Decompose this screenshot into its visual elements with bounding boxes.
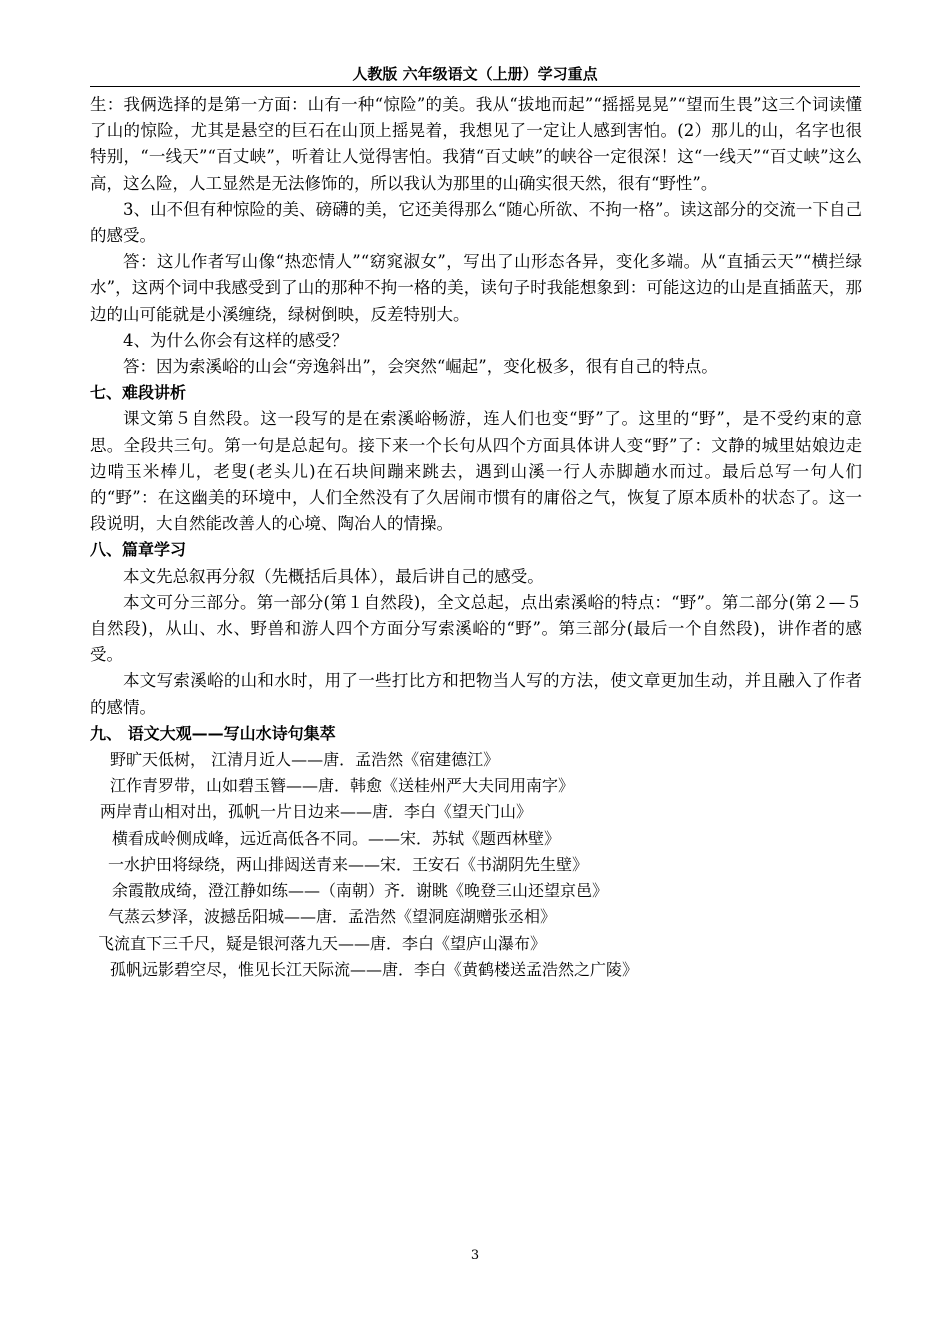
poem-line: 横看成岭侧成峰，远近高低各不同。——宋．苏轼《题西林壁》 (112, 828, 561, 848)
paragraph-difficult-section: 课文第５自然段。这一段写的是在索溪峪畅游，连人们也变“野”了。这里的“野”，是不受约束的意思。全段共三句。第一句是总起句。接下来一个长句从四个方面具体讲人变“野”了：文静的城里姑娘边走边啃玉米棒儿，老叟(老头儿)在石块间蹦来跳去，遇到山溪一行人赤脚趟水而过。最后总写一句人们的“野”：在这幽美的环境中，人们全然没有了久居闹市惯有的庸俗之气，恢复了原本质朴的状态了。这一段说明，大自然能改善人的心境、陶冶人的情操。 (90, 409, 862, 534)
poem-line: 余霞散成绮，澄江静如练——（南朝）齐．谢眺《晚登三山还望京邑》 (112, 881, 609, 901)
poem-line: 江作青罗带，山如碧玉簪——唐．韩愈《送桂州严大夫同用南字》 (110, 776, 575, 796)
poem-line: 孤帆远影碧空尽，惟见长江天际流——唐．李白《黄鹤楼送孟浩然之广陵》 (110, 959, 639, 979)
poem-line: 一水护田将绿绕，两山排闼送青来——宋．王安石《书湖阴先生壁》 (108, 854, 589, 874)
section-heading-9: 九、 语文大观——写山水诗句集萃 (90, 723, 336, 743)
poem-line: 两岸青山相对出，孤帆一片日边来——唐．李白《望天门山》 (100, 802, 533, 822)
document-body (90, 92, 862, 983)
paragraph-structure-2: 本文可分三部分。第一部分(第１自然段)，全文总起，点出索溪峪的特点：“野”。第二部分(第２—５自然段)，从山、水、野兽和游人四个方面分写索溪峪的“野”。第三部分(最后一个自然段)，讲作者的感受。 (90, 592, 862, 665)
page-number: 3 (470, 1248, 480, 1263)
paragraph-structure-1: 本文先总叙再分叙（先概括后具体），最后讲自己的感受。 (123, 566, 544, 586)
poem-list (90, 747, 862, 983)
header-title: 人教版 六年级语文（上册）学习重点 (352, 65, 598, 83)
poem-line: 飞流直下三千尺，疑是银河落九天——唐．李白《望庐山瀑布》 (98, 933, 547, 953)
poem-line: 野旷天低树， 江清月近人——唐．孟浩然《宿建德江》 (110, 750, 500, 770)
section-heading-8: 八、篇章学习 (90, 540, 187, 560)
poem-line: 气蒸云梦泽，波撼岳阳城——唐．孟浩然《望洞庭湖赠张丞相》 (108, 907, 557, 927)
page-header (90, 62, 860, 87)
paragraph-structure-3: 本文写索溪峪的山和水时，用了一些打比方和把物当人写的方法，使文章更加生动，并且融入了作者的感情。 (90, 671, 862, 717)
paragraph-answer-4: 答：因为索溪峪的山会“旁逸斜出”，会突然“崛起”，变化极多，很有自己的特点。 (123, 357, 718, 377)
paragraph-question-3: 3、山不但有种惊险的美、磅礴的美，它还美得那么“随心所欲、不拘一格”。读这部分的交流一下自己的感受。 (90, 199, 862, 246)
section-heading-7: 七、难段讲析 (90, 383, 187, 403)
paragraph-answer-3: 答：这儿作者写山像“热恋情人”“窈窕淑女”，写出了山形态各异，变化多端。从“直插云天”“横拦绿水”，这两个词中我感受到了山的那种不拘一格的美，读句子时我能想象到：可能这边的山是直插蓝天，那边的山可能就是小溪缠绕，绿树倒映，反差特别大。 (90, 252, 862, 324)
paragraph-student-answer: 生：我俩选择的是第一方面：山有一种“惊险”的美。我从“拔地而起”“摇摇晃晃”“望而生畏”这三个词读懂了山的惊险，尤其是悬空的巨石在山顶上摇晃着，我想见了一定让人感到害怕。(2）那儿的山，名字也很特别，“一线天”“百丈峡”，听着让人觉得害怕。我猜“百丈峡”的峡谷一定很深！这“一线天”“百丈峡”这么高，这么险，人工显然是无法修饰的，所以我认为那里的山确实很天然，很有“野性”。 (90, 95, 862, 193)
paragraph-question-4: 4、为什么你会有这样的感受？ (123, 330, 348, 350)
